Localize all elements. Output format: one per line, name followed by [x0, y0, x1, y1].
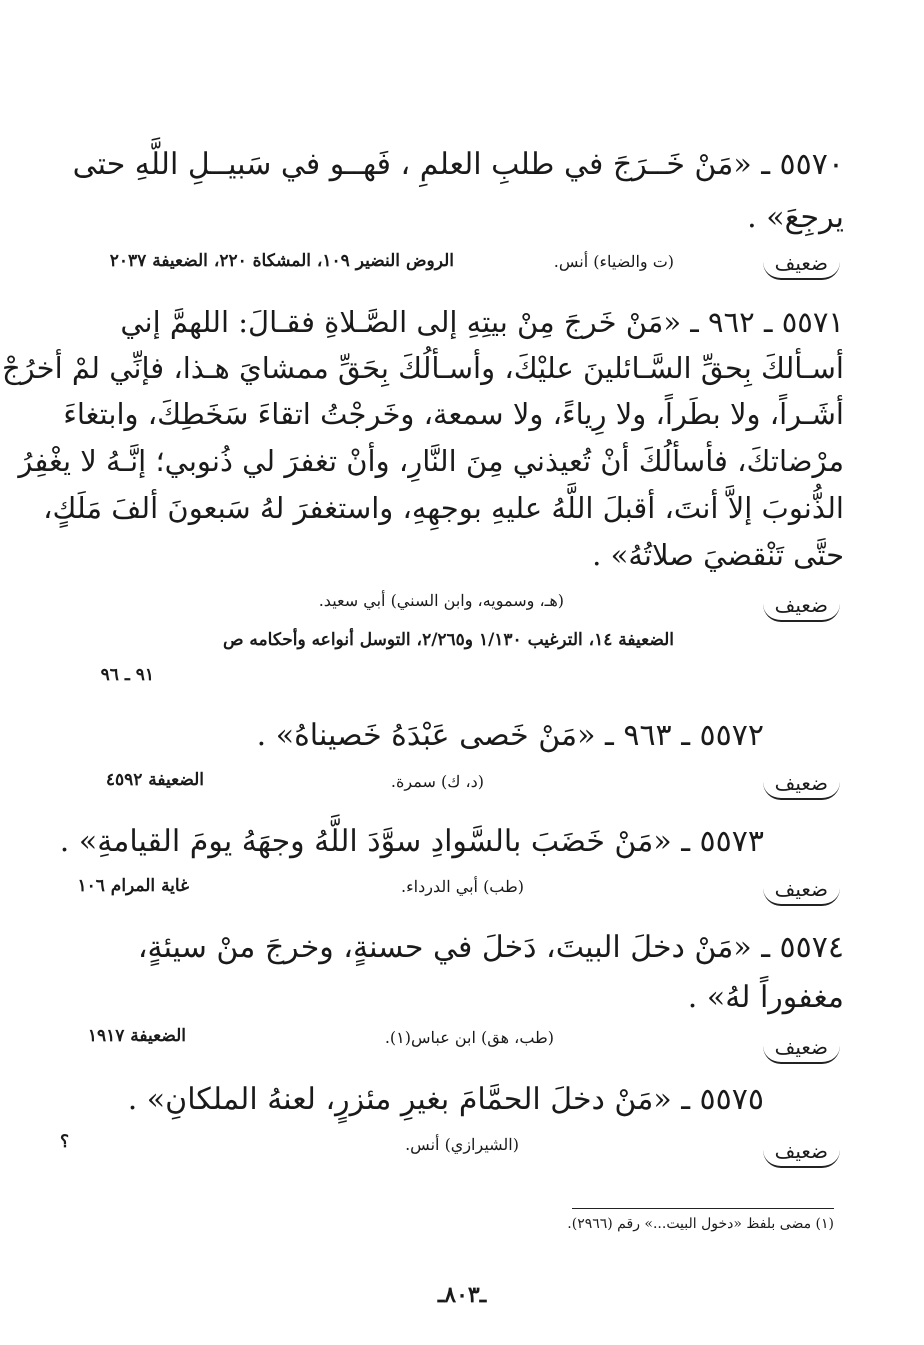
refs-5575: ؟: [59, 1132, 69, 1152]
grade-5570-wrap: [763, 250, 840, 280]
hadith-5571-line-3: أشَـراً، ولا بطَراً، ولا رِياءً، ولا سمعة، وخَرجْتُ اتقاءَ سَخَطِكَ، وابتغاءَ: [63, 397, 844, 431]
refs-5572: الضعيفة ٤٥٩٢: [105, 770, 204, 790]
grade-badge: ضعيف: [763, 1138, 840, 1168]
source-5573: (طب) أبي الدرداء.: [401, 877, 524, 896]
page-number: ـ٨٠٣ـ: [437, 1282, 487, 1308]
refs-5570: الروض النضير ١٠٩، المشكاة ٢٢٠، الضعيفة ٢٠٣٧: [109, 251, 454, 271]
grade-badge: ضعيف: [763, 592, 840, 622]
grade-badge: ضعيف: [763, 250, 840, 280]
hadith-5572: ٥٥٧٢ ـ ٩٦٣ ـ «مَنْ خَصى عَبْدَهُ خَصيناهُ» .: [256, 718, 764, 753]
refs-5571-line-1: الضعيفة ١٤، الترغيب ١/١٣٠ و٢/٢٦٥، التوسل أنواعه وأحكامه ص: [222, 630, 674, 650]
grade-badge: ضعيف: [763, 1034, 840, 1064]
hadith-5571-line-6: حتَّى تَنْقضيَ صلاتُهُ» .: [592, 538, 844, 572]
hadith-5571-line-4: مرْضاتكَ، فأسألُكَ أنْ تُعيذني مِنَ النَّارِ، وأنْ تغفرَ لي ذُنوبي؛ إنَّـهُ لا يغْفِرُ: [18, 444, 844, 478]
grade-badge: ضعيف: [763, 770, 840, 800]
source-5570: (ت والضياء) أنس.: [553, 252, 674, 271]
grade-5573-wrap: [763, 876, 840, 906]
refs-5574: الضعيفة ١٩١٧: [87, 1026, 186, 1046]
hadith-5574-line-2: مغفوراً لهُ» .: [687, 980, 844, 1015]
hadith-5571-line-1: ٥٥٧١ ـ ٩٦٢ ـ «مَنْ خَرجَ مِنْ بيتِهِ إلى الصَّـلاةِ فقـالَ: اللهمَّ إني: [120, 305, 844, 339]
footnote-rule: [572, 1208, 834, 1209]
source-5571: (هـ، وسمويه، وابن السني) أبي سعيد.: [318, 591, 564, 610]
grade-5575-wrap: [763, 1138, 840, 1168]
hadith-5573: ٥٥٧٣ ـ «مَنْ خَضَبَ بالسَّوادِ سوَّدَ اللَّهُ وجهَهُ يومَ القيامةِ» .: [59, 824, 764, 859]
footnote: (١) مضى بلفظ «دخول البيت...» رقم (٢٩٦٦).: [567, 1216, 834, 1232]
source-5575: (الشيرازي) أنس.: [405, 1135, 519, 1154]
source-5572: (د، ك) سمرة.: [390, 772, 484, 791]
refs-5573: غاية المرام ١٠٦: [77, 876, 189, 896]
grade-5574-wrap: [763, 1034, 840, 1064]
grade-5571-wrap: [763, 592, 840, 622]
hadith-5570-line-2: يرجِعَ» .: [747, 200, 844, 235]
hadith-5575: ٥٥٧٥ ـ «مَنْ دخلَ الحمَّامَ بغيرِ مئزرٍ، لعنهُ الملكانِ» .: [127, 1082, 764, 1117]
source-5574: (طب، هق) ابن عباس(١).: [384, 1028, 554, 1047]
hadith-5571-line-5: الذُّنوبَ إلاَّ أنتَ، أقبلَ اللَّهُ عليهِ بوجهِهِ، واستغفرَ لهُ سَبعونَ ألفَ مَلَكٍ،: [43, 491, 844, 525]
grade-5572-wrap: [763, 770, 840, 800]
grade-badge: ضعيف: [763, 876, 840, 906]
refs-5571-line-2: ٩١ ـ ٩٦: [100, 665, 154, 685]
hadith-5570-line-1: ٥٥٧٠ ـ «مَنْ خَــرَجَ في طلبِ العلمِ ، فَهــو في سَبيــلِ اللَّهِ حتى: [72, 147, 844, 182]
hadith-5574-line-1: ٥٥٧٤ ـ «مَنْ دخلَ البيتَ، دَخلَ في حسنةٍ، وخرجَ منْ سيئةٍ،: [137, 930, 844, 965]
hadith-5571-line-2: أسـألكَ بِحقِّ السَّـائلينَ عليْكَ، وأسـألُكَ بِحَقِّ ممشايَ هـذا، فإنِّي لمْ أخرُجْ: [1, 351, 844, 385]
